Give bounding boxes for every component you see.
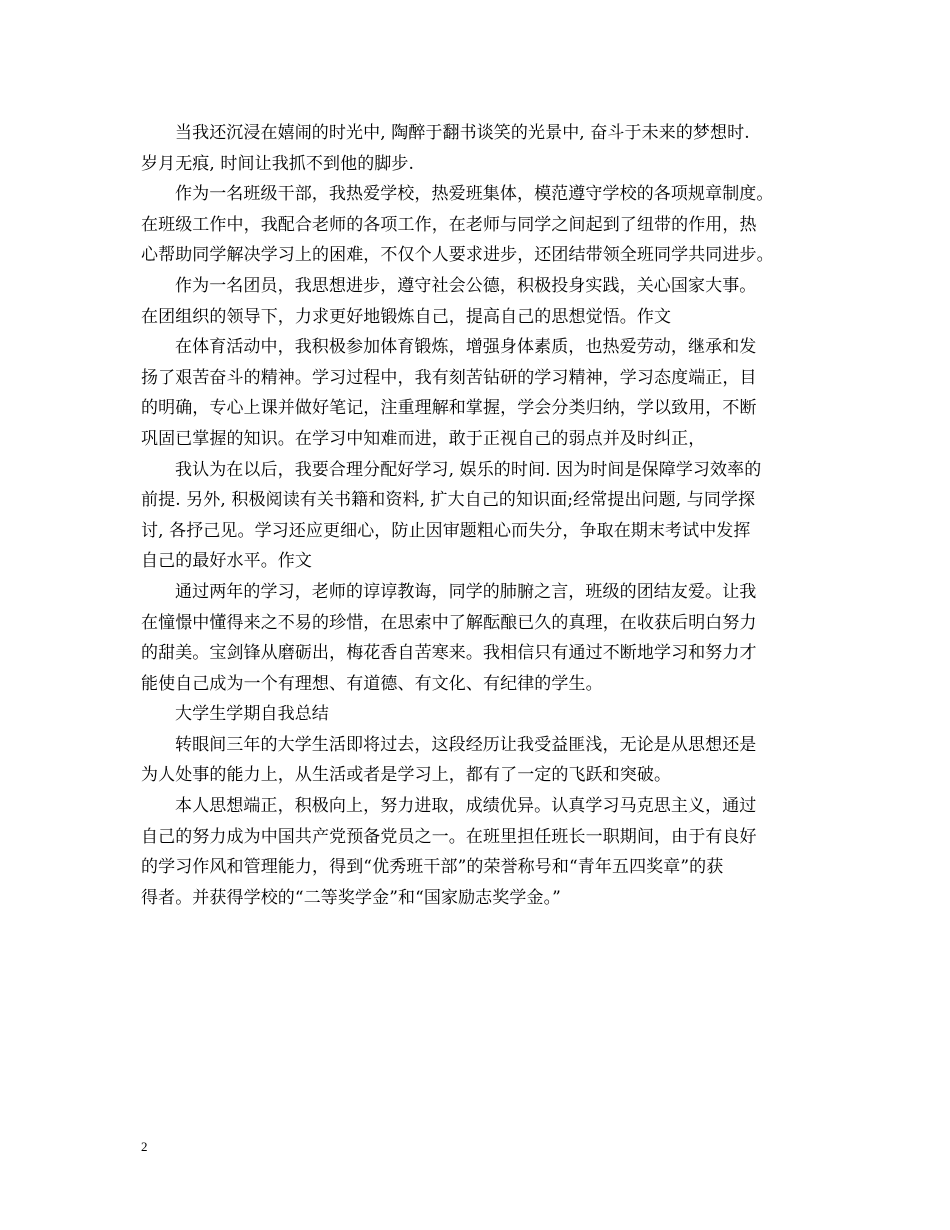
text-line: 能使自己成为一个有理想、有道德、有文化、有纪律的学生。: [141, 673, 603, 694]
text-line: 作为一名班级干部，我热爱学校，热爱班集体，模范遵守学校的各项规章制度。: [175, 184, 774, 205]
page-number: 2: [141, 1139, 148, 1154]
text-line: 在班级工作中，我配合老师的各项工作，在老师与同学之间起到了纽带的作用，热: [141, 214, 757, 235]
text-line: 巩固已掌握的知识。在学习中知难而进，敢于正视自己的弱点并及时纠正，: [141, 428, 706, 449]
text-line: 在体育活动中，我积极参加体育锻炼，增强身体素质，也热爱劳动，继承和发: [175, 337, 757, 358]
text-line: 自己的最好水平。作文: [141, 551, 312, 572]
text-line: 我认为在以后，我要合理分配好学习, 娱乐的时间. 因为时间是保障学习效率的: [175, 459, 762, 480]
text-line: 的学习作风和管理能力，得到“优秀班干部”的荣誉称号和“青年五四奖章”的获: [141, 857, 724, 878]
text-line: 转眼间三年的大学生活即将过去，这段经历让我受益匪浅，无论是从思想还是: [175, 734, 757, 755]
paragraph: [141, 730, 821, 791]
text-line: 心帮助同学解决学习上的困难，不仅个人要求进步，还团结带领全班同学共同进步。: [141, 245, 774, 266]
text-line: 的明确，专心上课并做好笔记，注重理解和掌握，学会分类归纳，学以致用，不断: [141, 398, 757, 419]
text-line: 当我还沉浸在嬉闹的时光中, 陶醉于翻书谈笑的光景中, 奋斗于未来的梦想时.: [175, 123, 750, 143]
paragraph: [141, 179, 821, 271]
text-line: 讨, 各抒己见。学习还应更细心，防止因审题粗心而失分，争取在期末考试中发挥: [141, 520, 751, 541]
paragraph: [141, 118, 821, 179]
text-line: 前提. 另外, 积极阅读有关书籍和资料, 扩大自己的知识面;经常提出问题, 与同学探: [141, 490, 756, 511]
paragraph: [141, 577, 821, 699]
text-line: 扬了艰苦奋斗的精神。学习过程中，我有刻苦钻研的学习精神，学习态度端正，目: [141, 367, 757, 388]
text-line: 为人处事的能力上，从生活或者是学习上，都有了一定的飞跃和突破。: [141, 765, 672, 786]
text-line: 在团组织的领导下，力求更好地锻炼自己，提高自己的思想觉悟。作文: [141, 306, 672, 327]
text-line: 自己的努力成为中国共产党预备党员之一。在班里担任班长一职期间，由于有良好: [141, 826, 757, 847]
text-line: 在憧憬中懂得来之不易的珍惜，在思索中了解酝酿已久的真理，在收获后明白努力: [141, 612, 757, 633]
text-line: 的甜美。宝剑锋从磨砺出，梅花香自苦寒来。我相信只有通过不断地学习和努力才: [141, 643, 757, 664]
paragraph: [141, 271, 821, 332]
text-line: 本人思想端正，积极向上，努力进取，成绩优异。认真学习马克思主义，通过: [175, 796, 757, 817]
text-line: 作为一名团员，我思想进步，遵守社会公德，积极投身实践，关心国家大事。: [175, 275, 757, 296]
paragraph: [141, 791, 821, 913]
section-heading: [141, 699, 821, 730]
paragraph: [141, 455, 821, 577]
text-line: 得者。并获得学校的“二等奖学金”和“国家励志奖学金。”: [141, 887, 561, 908]
text-line: 岁月无痕, 时间让我抓不到他的脚步.: [141, 153, 415, 174]
document-body: [141, 118, 821, 913]
text-line: 大学生学期自我总结: [175, 704, 329, 725]
text-line: 通过两年的学习，老师的谆谆教诲，同学的肺腑之言，班级的团结友爱。让我: [175, 581, 757, 602]
paragraph: [141, 332, 821, 454]
